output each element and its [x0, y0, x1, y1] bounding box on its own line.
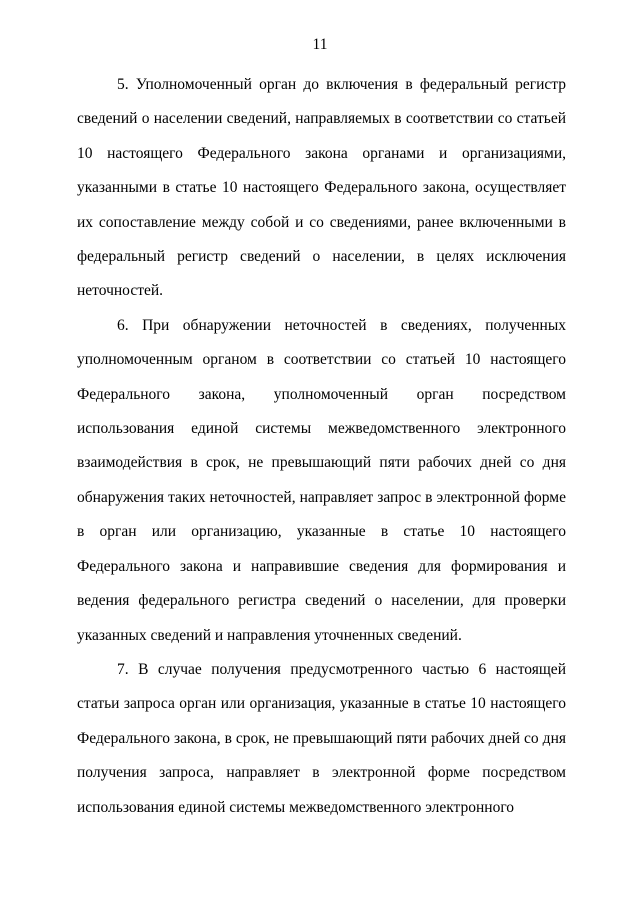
paragraph-6: 6. При обнаружении неточностей в сведениях, полученных уполномоченным органом в соответствии со статьей 10 настоящего Федерального закона, уполномоченный орган посредством использования единой системы межведомственного электронного взаимодействия в срок, не превышающий пяти рабочих дней со дня обнаружения таких неточностей, направляет запрос в электронной форме в орган или организацию, указанные в статье 10 настоящего Федерального закона и направившие сведения для формирования и ведения федерального регистра сведений о населении, для проверки указанных сведений и направления уточненных сведений.: [77, 316, 566, 644]
paragraph-5: 5. Уполномоченный орган до включения в федеральный регистр сведений о населении сведений, направляемых в соответствии со статьей 10 настоящего Федерального закона органами и организациями, указанными в статье 10 настоящего Федерального закона, осуществляет их сопоставление между собой и со сведениями, ранее включенными в федеральный регистр сведений о населении, в целях исключения неточностей.: [77, 76, 566, 300]
paragraph-7: 7. В случае получения предусмотренного частью 6 настоящей статьи запроса орган или организация, указанные в статье 10 настоящего Федерального закона, в срок, не превышающий пяти рабочих дней со дня получения запроса, направляет в электронной форме посредством использования единой системы межведомственного электронного: [77, 660, 566, 816]
page-number: 11: [312, 36, 328, 53]
document-body: [77, 68, 566, 825]
